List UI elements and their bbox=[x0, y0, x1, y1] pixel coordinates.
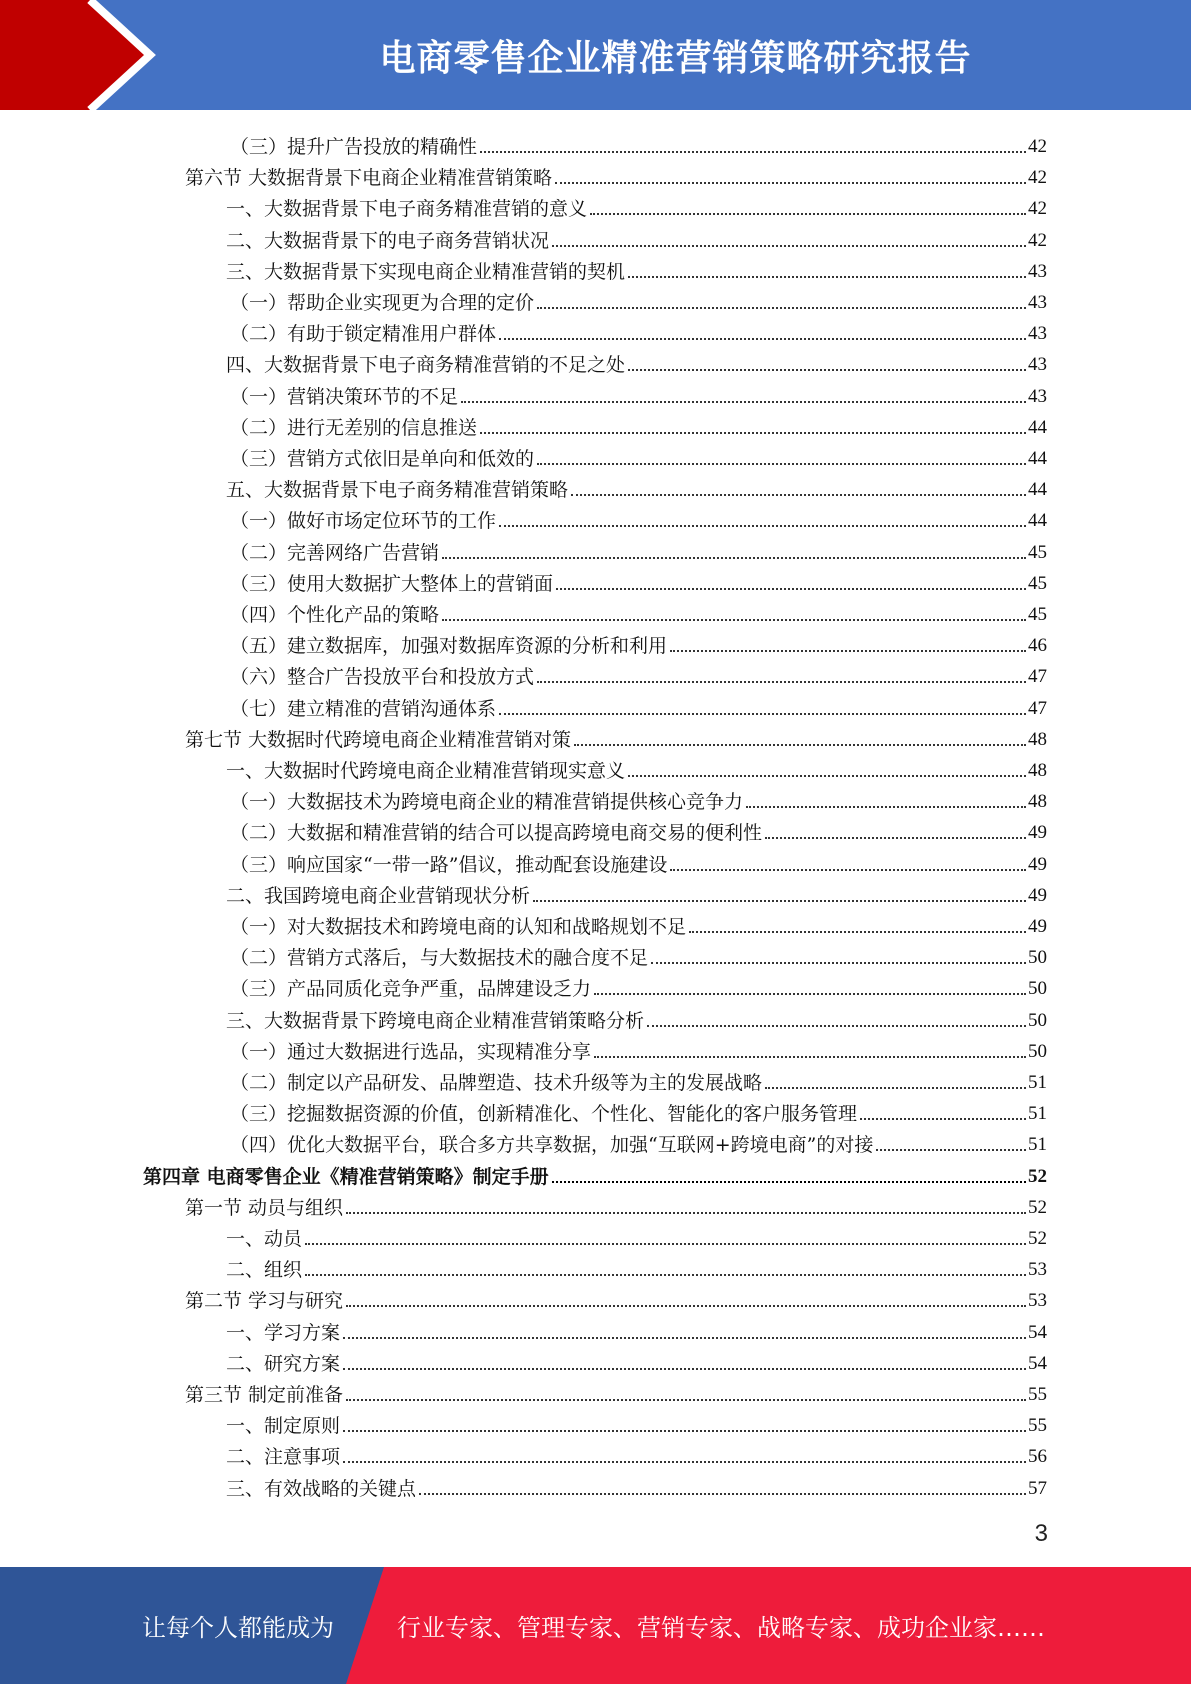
toc-entry-title: 二、研究方案 bbox=[226, 1352, 341, 1375]
toc-dot-leader bbox=[651, 962, 1026, 964]
page-number: 3 bbox=[1034, 1520, 1048, 1547]
toc-dot-leader bbox=[860, 1118, 1026, 1120]
toc-entry-title: 第三节 制定前准备 bbox=[185, 1384, 344, 1406]
toc-entry[interactable] bbox=[230, 565, 1047, 596]
toc-entry-page: 42 bbox=[1028, 136, 1047, 157]
toc-dot-leader bbox=[346, 1212, 1026, 1214]
toc-dot-leader bbox=[461, 401, 1026, 403]
toc-entry-page: 43 bbox=[1028, 354, 1047, 376]
toc-entry[interactable] bbox=[230, 939, 1047, 970]
toc-dot-leader bbox=[442, 557, 1026, 559]
toc-entry-page: 57 bbox=[1028, 1477, 1047, 1499]
toc-entry[interactable] bbox=[226, 1407, 1047, 1438]
toc-entry-page: 48 bbox=[1028, 760, 1047, 781]
toc-entry-title: （四）个性化产品的策略 bbox=[230, 604, 440, 626]
toc-entry[interactable] bbox=[226, 1002, 1047, 1033]
toc-entry-page: 45 bbox=[1028, 541, 1047, 563]
toc-dot-leader bbox=[305, 1274, 1026, 1276]
toc-entry[interactable] bbox=[230, 658, 1047, 689]
toc-entry[interactable] bbox=[185, 159, 1047, 190]
toc-dot-leader bbox=[689, 931, 1026, 933]
toc-entry-page: 53 bbox=[1028, 1259, 1047, 1281]
toc-entry-page: 42 bbox=[1028, 198, 1047, 220]
toc-entry-page: 47 bbox=[1028, 666, 1047, 688]
toc-entry[interactable] bbox=[230, 440, 1047, 471]
toc-entry-title: 四、大数据背景下电子商务精准营销的不足之处 bbox=[226, 354, 626, 377]
toc-dot-leader bbox=[537, 307, 1026, 309]
toc-entry[interactable] bbox=[185, 1282, 1047, 1313]
toc-entry-title: 一、大数据背景下电子商务精准营销的意义 bbox=[226, 198, 588, 221]
toc-entry[interactable] bbox=[226, 346, 1047, 377]
toc-dot-leader bbox=[670, 650, 1026, 652]
toc-entry-page: 56 bbox=[1028, 1446, 1047, 1468]
toc-entry-page: 51 bbox=[1028, 1134, 1047, 1156]
toc-entry[interactable] bbox=[226, 1251, 1047, 1282]
toc-entry-title: （二）营销方式落后，与大数据技术的融合度不足 bbox=[230, 947, 649, 970]
toc-entry-page: 44 bbox=[1028, 416, 1047, 438]
toc-entry-title: 三、大数据背景下跨境电商企业精准营销策略分析 bbox=[226, 1009, 645, 1032]
toc-entry[interactable] bbox=[226, 1345, 1047, 1376]
toc-entry-page: 54 bbox=[1028, 1321, 1047, 1343]
toc-entry-page: 49 bbox=[1028, 884, 1047, 906]
toc-dot-leader bbox=[537, 681, 1026, 683]
footer-slogan-left: 让每个人都能成为 bbox=[142, 1614, 334, 1642]
toc-dot-leader bbox=[555, 182, 1026, 184]
toc-entry-page: 42 bbox=[1028, 167, 1047, 189]
toc-entry[interactable] bbox=[230, 502, 1047, 533]
toc-entry-page: 53 bbox=[1028, 1290, 1047, 1312]
toc-dot-leader bbox=[552, 1181, 1026, 1183]
toc-entry[interactable] bbox=[230, 970, 1047, 1001]
toc-entry[interactable] bbox=[226, 253, 1047, 284]
toc-entry-page: 43 bbox=[1028, 385, 1047, 407]
toc-entry-page: 43 bbox=[1028, 260, 1047, 282]
toc-entry[interactable] bbox=[185, 721, 1047, 752]
toc-dot-leader bbox=[499, 713, 1026, 715]
toc-entry-title: （三）响应国家“一带一路”倡议，推动配套设施建设 bbox=[230, 853, 668, 876]
toc-dot-leader bbox=[628, 369, 1026, 371]
toc-dot-leader bbox=[765, 837, 1026, 839]
toc-entry-page: 49 bbox=[1028, 916, 1047, 937]
toc-entry[interactable] bbox=[230, 783, 1047, 814]
toc-dot-leader bbox=[765, 1087, 1026, 1089]
toc-dot-leader bbox=[343, 1430, 1026, 1432]
toc-entry[interactable] bbox=[230, 284, 1047, 315]
toc-entry-page: 52 bbox=[1028, 1196, 1047, 1218]
page-header bbox=[0, 0, 1191, 110]
toc-entry-page: 44 bbox=[1028, 479, 1047, 501]
toc-entry-page: 55 bbox=[1028, 1415, 1047, 1437]
toc-entry-title: （一）做好市场定位环节的工作 bbox=[230, 510, 497, 533]
toc-entry-title: （一）对大数据技术和跨境电商的认知和战略规划不足 bbox=[230, 916, 687, 938]
toc-entry-title: 二、注意事项 bbox=[226, 1446, 341, 1469]
toc-entry-page: 48 bbox=[1028, 791, 1047, 813]
toc-dot-leader bbox=[552, 245, 1026, 247]
toc-entry-title: （三）营销方式依旧是单向和低效的 bbox=[230, 448, 535, 470]
toc-entry-page: 52 bbox=[1028, 1165, 1047, 1187]
footer-slogan-right: 行业专家、管理专家、营销专家、战略专家、成功企业家…… bbox=[397, 1614, 1045, 1642]
toc-entry[interactable] bbox=[230, 814, 1047, 845]
page-footer bbox=[0, 1567, 1191, 1684]
toc-entry-title: （二）制定以产品研发、品牌塑造、技术升级等为主的发展战略 bbox=[230, 1072, 763, 1094]
toc-entry[interactable] bbox=[226, 1220, 1047, 1251]
toc-entry-page: 50 bbox=[1028, 978, 1047, 1000]
toc-entry-title: （五）建立数据库，加强对数据库资源的分析和利用 bbox=[230, 635, 668, 658]
toc-dot-leader bbox=[556, 588, 1026, 590]
toc-dot-leader bbox=[305, 1243, 1026, 1245]
toc-entry[interactable] bbox=[230, 846, 1047, 877]
toc-entry-page: 45 bbox=[1028, 572, 1047, 594]
toc-entry[interactable] bbox=[226, 1438, 1047, 1469]
toc-entry[interactable] bbox=[226, 877, 1047, 908]
toc-entry-page: 55 bbox=[1028, 1384, 1047, 1405]
toc-entry-title: 一、大数据时代跨境电商企业精准营销现实意义 bbox=[226, 760, 626, 782]
toc-entry[interactable] bbox=[230, 409, 1047, 440]
toc-dot-leader bbox=[346, 1305, 1026, 1307]
toc-dot-leader bbox=[480, 151, 1026, 153]
toc-entry-title: （四）优化大数据平台，联合多方共享数据，加强“互联网+跨境电商”的对接 bbox=[230, 1134, 874, 1157]
toc-entry-title: 三、大数据背景下实现电商企业精准营销的契机 bbox=[226, 260, 626, 283]
toc-dot-leader bbox=[574, 744, 1026, 746]
toc-entry[interactable] bbox=[226, 190, 1047, 221]
toc-entry-page: 54 bbox=[1028, 1352, 1047, 1374]
toc-entry-title: 一、动员 bbox=[226, 1228, 303, 1250]
toc-entry-title: （一）通过大数据进行选品，实现精准分享 bbox=[230, 1040, 592, 1063]
toc-entry-page: 49 bbox=[1028, 853, 1047, 875]
toc-entry-title: （三）使用大数据扩大整体上的营销面 bbox=[230, 572, 554, 595]
toc-dot-leader bbox=[590, 213, 1026, 215]
toc-entry-title: （一）帮助企业实现更为合理的定价 bbox=[230, 292, 535, 314]
toc-entry-title: （一）大数据技术为跨境电商企业的精准营销提供核心竞争力 bbox=[230, 791, 744, 814]
toc-entry-page: 52 bbox=[1028, 1228, 1047, 1249]
toc-dot-leader bbox=[499, 338, 1026, 340]
toc-dot-leader bbox=[442, 619, 1026, 621]
toc-entry[interactable] bbox=[230, 534, 1047, 565]
toc-dot-leader bbox=[628, 276, 1026, 278]
toc-entry-title: 第一节 动员与组织 bbox=[185, 1196, 344, 1219]
toc-entry[interactable] bbox=[230, 908, 1047, 939]
toc-entry-title: 二、我国跨境电商企业营销现状分析 bbox=[226, 884, 531, 907]
toc-entry[interactable] bbox=[230, 690, 1047, 721]
toc-dot-leader bbox=[346, 1399, 1026, 1401]
toc-dot-leader bbox=[343, 1368, 1026, 1370]
toc-entry-title: （三）产品同质化竞争严重，品牌建设乏力 bbox=[230, 978, 592, 1001]
toc-entry-title: 五、大数据背景下电子商务精准营销策略 bbox=[226, 479, 569, 502]
toc-entry-page: 42 bbox=[1028, 229, 1047, 251]
toc-entry-title: 第二节 学习与研究 bbox=[185, 1290, 344, 1313]
toc-dot-leader bbox=[480, 432, 1026, 434]
toc-entry-title: （二）进行无差别的信息推送 bbox=[230, 416, 478, 439]
toc-dot-leader bbox=[419, 1493, 1026, 1495]
toc-entry-page: 49 bbox=[1028, 822, 1047, 844]
toc-entry-page: 44 bbox=[1028, 510, 1047, 532]
toc-entry-page: 51 bbox=[1028, 1103, 1047, 1125]
toc-dot-leader bbox=[343, 1337, 1026, 1339]
toc-entry-page: 51 bbox=[1028, 1072, 1047, 1093]
toc-entry-page: 47 bbox=[1028, 697, 1047, 719]
toc-dot-leader bbox=[594, 1056, 1026, 1058]
toc-entry-title: （七）建立精准的营销沟通体系 bbox=[230, 697, 497, 720]
toc-entry-title: 二、大数据背景下的电子商务营销状况 bbox=[226, 229, 550, 252]
toc-entry[interactable] bbox=[185, 1189, 1047, 1220]
toc-entry-title: 一、学习方案 bbox=[226, 1321, 341, 1344]
toc-entry[interactable] bbox=[230, 1033, 1047, 1064]
toc-entry-title: 第七节 大数据时代跨境电商企业精准营销对策 bbox=[185, 728, 572, 751]
toc-entry-title: 三、有效战略的关键点 bbox=[226, 1477, 417, 1500]
toc-entry[interactable] bbox=[226, 1470, 1047, 1501]
toc-entry-page: 46 bbox=[1028, 635, 1047, 657]
toc-entry[interactable] bbox=[230, 1095, 1047, 1126]
toc-entry-page: 50 bbox=[1028, 947, 1047, 969]
toc-dot-leader bbox=[343, 1461, 1026, 1463]
toc-entry-page: 43 bbox=[1028, 292, 1047, 313]
toc-entry-page: 45 bbox=[1028, 604, 1047, 625]
toc-entry-page: 50 bbox=[1028, 1040, 1047, 1062]
toc-dot-leader bbox=[499, 525, 1026, 527]
toc-entry[interactable] bbox=[226, 752, 1047, 783]
toc-dot-leader bbox=[571, 494, 1026, 496]
toc-entry-title: 一、制定原则 bbox=[226, 1415, 341, 1438]
toc-entry-title: （三）提升广告投放的精确性 bbox=[230, 136, 478, 158]
document-title: 电商零售企业精准营销策略研究报告 bbox=[379, 37, 972, 79]
toc-dot-leader bbox=[628, 775, 1026, 777]
toc-entry[interactable] bbox=[143, 1158, 1047, 1189]
toc-entry-title: 第六节 大数据背景下电商企业精准营销策略 bbox=[185, 167, 553, 190]
toc-dot-leader bbox=[594, 993, 1026, 995]
toc-entry[interactable] bbox=[185, 1376, 1047, 1407]
toc-entry-title: （二）有助于锁定精准用户群体 bbox=[230, 323, 497, 346]
toc-entry-title: （一）营销决策环节的不足 bbox=[230, 385, 459, 408]
toc-dot-leader bbox=[647, 1025, 1026, 1027]
toc-entry-page: 50 bbox=[1028, 1009, 1047, 1031]
toc-entry-page: 44 bbox=[1028, 448, 1047, 469]
toc-entry[interactable] bbox=[230, 1126, 1047, 1157]
toc-entry-page: 43 bbox=[1028, 323, 1047, 345]
toc-entry[interactable] bbox=[230, 1064, 1047, 1095]
toc-dot-leader bbox=[876, 1149, 1026, 1151]
toc-entry-title: （六）整合广告投放平台和投放方式 bbox=[230, 666, 535, 689]
toc-entry[interactable] bbox=[230, 596, 1047, 627]
toc-entry[interactable] bbox=[226, 471, 1047, 502]
toc-dot-leader bbox=[746, 806, 1026, 808]
toc-entry[interactable] bbox=[230, 315, 1047, 346]
toc-entry-title: （二）完善网络广告营销 bbox=[230, 541, 440, 564]
toc-dot-leader bbox=[533, 900, 1026, 902]
toc-entry-title: （二）大数据和精准营销的结合可以提高跨境电商交易的便利性 bbox=[230, 822, 763, 845]
toc-entry[interactable] bbox=[226, 1314, 1047, 1345]
toc-entry-title: 第四章 电商零售企业《精准营销策略》制定手册 bbox=[143, 1165, 549, 1188]
toc-entry-title: 二、组织 bbox=[226, 1259, 303, 1282]
toc-dot-leader bbox=[670, 869, 1026, 871]
toc-entry[interactable] bbox=[226, 222, 1047, 253]
toc-entry-title: （三）挖掘数据资源的价值，创新精准化、个性化、智能化的客户服务管理 bbox=[230, 1103, 858, 1126]
toc-entry-page: 48 bbox=[1028, 728, 1047, 750]
toc-entry[interactable] bbox=[230, 378, 1047, 409]
toc-entry[interactable] bbox=[230, 128, 1047, 159]
toc-entry[interactable] bbox=[230, 627, 1047, 658]
toc-dot-leader bbox=[537, 463, 1026, 465]
